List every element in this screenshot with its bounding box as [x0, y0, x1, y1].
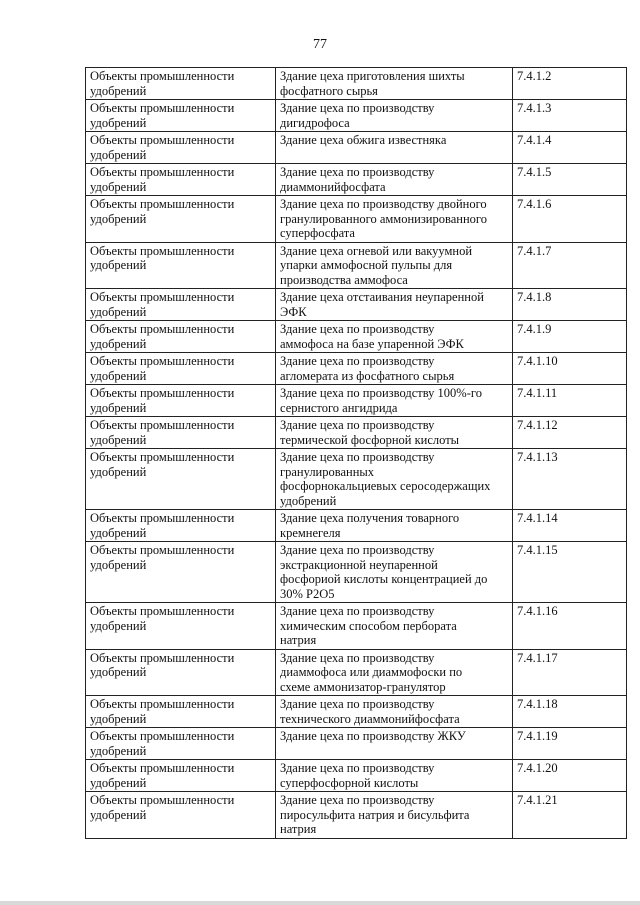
building-name-cell [276, 792, 513, 839]
object-category-cell [86, 792, 276, 839]
building-name-cell [276, 696, 513, 728]
item-code-text: 7.4.1.18 [517, 697, 558, 711]
object-category-text: Объекты промышленности удобрений [90, 165, 235, 194]
object-category-text: Объекты промышленности удобрений [90, 386, 235, 415]
object-category-cell [86, 164, 276, 196]
object-category-text: Объекты промышленности удобрений [90, 604, 235, 633]
building-name-text: Здание цеха по производству суперфосфорной кислоты [280, 761, 435, 790]
table-row [86, 792, 627, 839]
object-category-text: Объекты промышленности удобрений [90, 418, 235, 447]
item-code-cell [513, 321, 627, 353]
object-category-text: Объекты промышленности удобрений [90, 133, 235, 162]
object-category-cell [86, 100, 276, 132]
item-code-cell [513, 542, 627, 603]
page-number: 77 [313, 37, 327, 52]
table-row [86, 542, 627, 603]
object-category-cell [86, 242, 276, 289]
item-code-text: 7.4.1.20 [517, 761, 558, 775]
building-name-text: Здание цеха получения товарного кремнегеля [280, 511, 460, 540]
item-code-cell [513, 417, 627, 449]
object-category-cell [86, 696, 276, 728]
item-code-cell [513, 728, 627, 760]
table-body [86, 68, 627, 839]
item-code-text: 7.4.1.11 [517, 386, 558, 400]
item-code-text: 7.4.1.4 [517, 133, 552, 147]
object-category-cell [86, 728, 276, 760]
building-name-text: Здание цеха по производству дигидрофоса [280, 101, 435, 130]
building-name-text: Здание цеха отстаивания неупаренной ЭФК [280, 290, 484, 319]
building-name-cell [276, 196, 513, 243]
table-row [86, 321, 627, 353]
building-name-text: Здание цеха по производству пиросульфита натрия и бисульфита натрия [280, 793, 470, 836]
object-category-text: Объекты промышленности удобрений [90, 697, 235, 726]
building-name-cell [276, 242, 513, 289]
object-category-text: Объекты промышленности удобрений [90, 729, 235, 758]
item-code-text: 7.4.1.21 [517, 793, 558, 807]
table-row [86, 242, 627, 289]
item-code-text: 7.4.1.12 [517, 418, 558, 432]
item-code-text: 7.4.1.2 [517, 69, 552, 83]
object-category-cell [86, 385, 276, 417]
item-code-cell [513, 760, 627, 792]
item-code-text: 7.4.1.14 [517, 511, 558, 525]
object-category-text: Объекты промышленности удобрений [90, 793, 235, 822]
object-category-text: Объекты промышленности удобрений [90, 450, 235, 479]
item-code-cell [513, 196, 627, 243]
item-code-cell [513, 603, 627, 650]
item-code-cell [513, 385, 627, 417]
table-row [86, 68, 627, 100]
building-name-text: Здание цеха по производству гранулированных фосфорнокальциевых серосодержащих удобрений [280, 450, 491, 508]
object-category-text: Объекты промышленности удобрений [90, 101, 235, 130]
item-code-text: 7.4.1.13 [517, 450, 558, 464]
item-code-text: 7.4.1.3 [517, 101, 552, 115]
item-code-text: 7.4.1.10 [517, 354, 558, 368]
building-name-text: Здание цеха по производству экстракционной неупаренной фосфориой кислоты концентрацией до 30% P2O5 [280, 543, 488, 601]
object-category-text: Объекты промышленности удобрений [90, 243, 235, 272]
item-code-text: 7.4.1.9 [517, 322, 552, 336]
object-category-cell [86, 68, 276, 100]
building-name-cell [276, 289, 513, 321]
item-code-text: 7.4.1.17 [517, 650, 558, 665]
object-category-cell [86, 417, 276, 449]
object-category-cell [86, 603, 276, 650]
building-name-cell [276, 542, 513, 603]
building-name-text: Здание цеха по производству двойного гранулированного аммонизированного суперфосфата [280, 197, 487, 240]
item-code-cell [513, 100, 627, 132]
table-row [86, 649, 627, 696]
item-code-cell [513, 353, 627, 385]
building-name-cell [276, 728, 513, 760]
table-row [86, 696, 627, 728]
building-name-cell [276, 417, 513, 449]
building-name-text: Здание цеха по производству аммофоса на базе упаренной ЭФК [280, 322, 464, 351]
table-row [86, 353, 627, 385]
item-code-cell [513, 510, 627, 542]
object-category-text: Объекты промышленности удобрений [90, 511, 235, 540]
building-name-cell [276, 449, 513, 510]
object-category-text: Объекты промышленности удобрений [90, 354, 235, 383]
building-name-cell [276, 68, 513, 100]
table-row [86, 510, 627, 542]
item-code-text: 7.4.1.7 [517, 243, 552, 258]
building-name-text: Здание цеха по производству диаммофоса или диаммофоски по схеме аммонизатор-гранулятор [280, 650, 463, 694]
item-code-cell [513, 449, 627, 510]
building-name-cell [276, 132, 513, 164]
item-code-cell [513, 696, 627, 728]
table-row [86, 449, 627, 510]
building-name-text: Здание цеха приготовления шихты фосфатного сырья [280, 69, 465, 98]
object-category-cell [86, 132, 276, 164]
object-category-cell [86, 353, 276, 385]
building-name-cell [276, 649, 513, 696]
table-row [86, 132, 627, 164]
object-category-cell [86, 196, 276, 243]
table-row [86, 603, 627, 650]
building-name-text: Здание цеха по производству 100%-го сернистого ангидрида [280, 386, 482, 415]
table-row [86, 100, 627, 132]
object-category-text: Объекты промышленности удобрений [90, 290, 235, 319]
building-name-text: Здание цеха по производству ЖКУ [280, 729, 466, 743]
building-name-text: Здание цеха по производству химическим способом пербората натрия [280, 604, 457, 647]
building-name-text: Здание цеха по производству термической фосфорной кислоты [280, 418, 460, 447]
object-category-text: Объекты промышленности удобрений [90, 761, 235, 790]
item-code-text: 7.4.1.8 [517, 290, 552, 304]
building-name-cell [276, 603, 513, 650]
building-name-cell [276, 760, 513, 792]
item-code-cell [513, 164, 627, 196]
item-code-cell [513, 792, 627, 839]
building-name-text: Здание цеха обжига известняка [280, 133, 447, 147]
building-name-text: Здание цеха по производству диаммонийфосфата [280, 165, 435, 194]
item-code-text: 7.4.1.16 [517, 604, 558, 618]
object-category-cell [86, 760, 276, 792]
object-category-cell [86, 542, 276, 603]
building-name-cell [276, 164, 513, 196]
object-category-text: Объекты промышленности удобрений [90, 650, 235, 679]
table-row [86, 164, 627, 196]
table-row [86, 385, 627, 417]
building-name-cell [276, 353, 513, 385]
building-name-text: Здание цеха по производству технического диаммонийфосфата [280, 697, 460, 726]
item-code-cell [513, 649, 627, 696]
table-row [86, 417, 627, 449]
object-category-text: Объекты промышленности удобрений [90, 543, 235, 572]
object-category-cell [86, 649, 276, 696]
fertilizer-buildings-table [85, 67, 627, 839]
table-row [86, 289, 627, 321]
building-name-cell [276, 321, 513, 353]
object-category-cell [86, 289, 276, 321]
item-code-cell [513, 242, 627, 289]
object-category-cell [86, 321, 276, 353]
table-row [86, 760, 627, 792]
building-name-cell [276, 510, 513, 542]
object-category-text: Объекты промышленности удобрений [90, 197, 235, 226]
item-code-cell [513, 68, 627, 100]
building-name-text: Здание цеха по производству агломерата из фосфатного сырья [280, 354, 455, 383]
object-category-cell [86, 449, 276, 510]
object-category-cell [86, 510, 276, 542]
object-category-text: Объекты промышленности удобрений [90, 69, 235, 98]
building-name-cell [276, 100, 513, 132]
item-code-text: 7.4.1.15 [517, 543, 558, 557]
table-row [86, 196, 627, 243]
item-code-cell [513, 132, 627, 164]
object-category-text: Объекты промышленности удобрений [90, 322, 235, 351]
item-code-cell [513, 289, 627, 321]
building-name-cell [276, 385, 513, 417]
building-name-text: Здание цеха огневой или вакуумной упарки аммофосной пульпы для производства аммофоса [280, 243, 473, 287]
table-row [86, 728, 627, 760]
item-code-text: 7.4.1.6 [517, 197, 552, 211]
scan-bottom-edge [0, 901, 640, 905]
item-code-text: 7.4.1.19 [517, 729, 558, 743]
item-code-text: 7.4.1.5 [517, 165, 552, 179]
